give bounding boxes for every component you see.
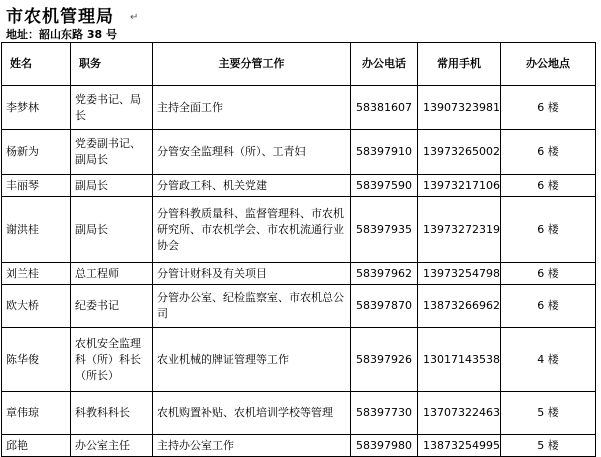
header-mobile: 常用手机 (418, 43, 501, 86)
cell-location: 6 楼 (501, 263, 596, 285)
cell-duty: 分管安全监理科（所）、工青妇 (153, 130, 351, 175)
cell-mobile: 13707322463 (418, 392, 501, 435)
header-duty: 主要分管工作 (153, 43, 351, 86)
cell-office-phone: 58397590 (351, 175, 418, 197)
cell-location: 6 楼 (501, 175, 596, 197)
table-row (2, 392, 596, 435)
cell-office-phone: 58397910 (351, 130, 418, 175)
cell-office-phone: 58397962 (351, 263, 418, 285)
cell-duty: 农机购置补贴、农机培训学校等管理 (153, 392, 351, 435)
cell-duty: 主持办公室工作 (153, 435, 351, 457)
address-line: 地址：韶山东路 38 号 (6, 28, 117, 41)
table-row (2, 130, 596, 175)
table-row (2, 197, 596, 263)
cell-duty: 分管科教质量科、监督管理科、市农机研究所、市农机学会、市农机流通行业协会 (153, 197, 351, 263)
cell-name: 谢洪桂 (2, 197, 71, 263)
cell-office-phone: 58381607 (351, 86, 418, 130)
cell-name: 章伟琼 (2, 392, 71, 435)
cell-office-phone: 58397926 (351, 328, 418, 392)
table-header-row (2, 43, 596, 86)
cell-office-phone: 58397870 (351, 285, 418, 328)
header-office-phone: 办公电话 (351, 43, 418, 86)
cell-name: 丰丽琴 (2, 175, 71, 197)
cell-office-phone: 58397730 (351, 392, 418, 435)
cell-name: 欧大桥 (2, 285, 71, 328)
cell-mobile: 13973265002 (418, 130, 501, 175)
cell-mobile: 13873266962 (418, 285, 501, 328)
contact-table (1, 42, 596, 457)
page-title: 市农机管理局 ↵ (6, 7, 140, 27)
cell-name: 杨新为 (2, 130, 71, 175)
cell-role: 副局长 (71, 175, 153, 197)
table-row (2, 175, 596, 197)
table-row (2, 263, 596, 285)
cell-name: 刘兰桂 (2, 263, 71, 285)
cell-duty: 农业机械的牌证管理等工作 (153, 328, 351, 392)
cell-office-phone: 58397980 (351, 435, 418, 457)
cell-location: 5 楼 (501, 392, 596, 435)
cell-location: 6 楼 (501, 285, 596, 328)
cell-role: 党委副书记、副局长 (71, 130, 153, 175)
cell-location: 6 楼 (501, 86, 596, 130)
cell-role: 科教科科长 (71, 392, 153, 435)
cell-location: 5 楼 (501, 435, 596, 457)
cell-role: 副局长 (71, 197, 153, 263)
cell-role: 纪委书记 (71, 285, 153, 328)
cell-name: 陈华俊 (2, 328, 71, 392)
cell-mobile: 13873254995 (418, 435, 501, 457)
table-row (2, 86, 596, 130)
cell-mobile: 13907323981 (418, 86, 501, 130)
cell-duty: 分管政工科、机关党建 (153, 175, 351, 197)
cell-mobile: 13973272319 (418, 197, 501, 263)
cell-mobile: 13973217106 (418, 175, 501, 197)
cell-role: 总工程师 (71, 263, 153, 285)
cell-location: 6 楼 (501, 130, 596, 175)
header-name: 姓名 (2, 43, 71, 86)
cell-location: 6 楼 (501, 197, 596, 263)
paragraph-mark: ↵ (130, 11, 140, 23)
cell-duty: 分管办公室、纪检监察室、市农机总公司 (153, 285, 351, 328)
cell-name: 李梦林 (2, 86, 71, 130)
cell-location: 4 楼 (501, 328, 596, 392)
cell-duty: 分管计财科及有关项目 (153, 263, 351, 285)
cell-mobile: 13017143538 (418, 328, 501, 392)
cell-mobile: 13973254798 (418, 263, 501, 285)
cell-duty: 主持全面工作 (153, 86, 351, 130)
table-row (2, 285, 596, 328)
table-row (2, 435, 596, 457)
cell-role: 党委书记、局长 (71, 86, 153, 130)
cell-office-phone: 58397935 (351, 197, 418, 263)
table-row (2, 328, 596, 392)
cell-role: 办公室主任 (71, 435, 153, 457)
cell-role: 农机安全监理科（所）科长（所长） (71, 328, 153, 392)
header-location: 办公地点 (501, 43, 596, 86)
header-role: 职务 (71, 43, 153, 86)
cell-name: 邱艳 (2, 435, 71, 457)
